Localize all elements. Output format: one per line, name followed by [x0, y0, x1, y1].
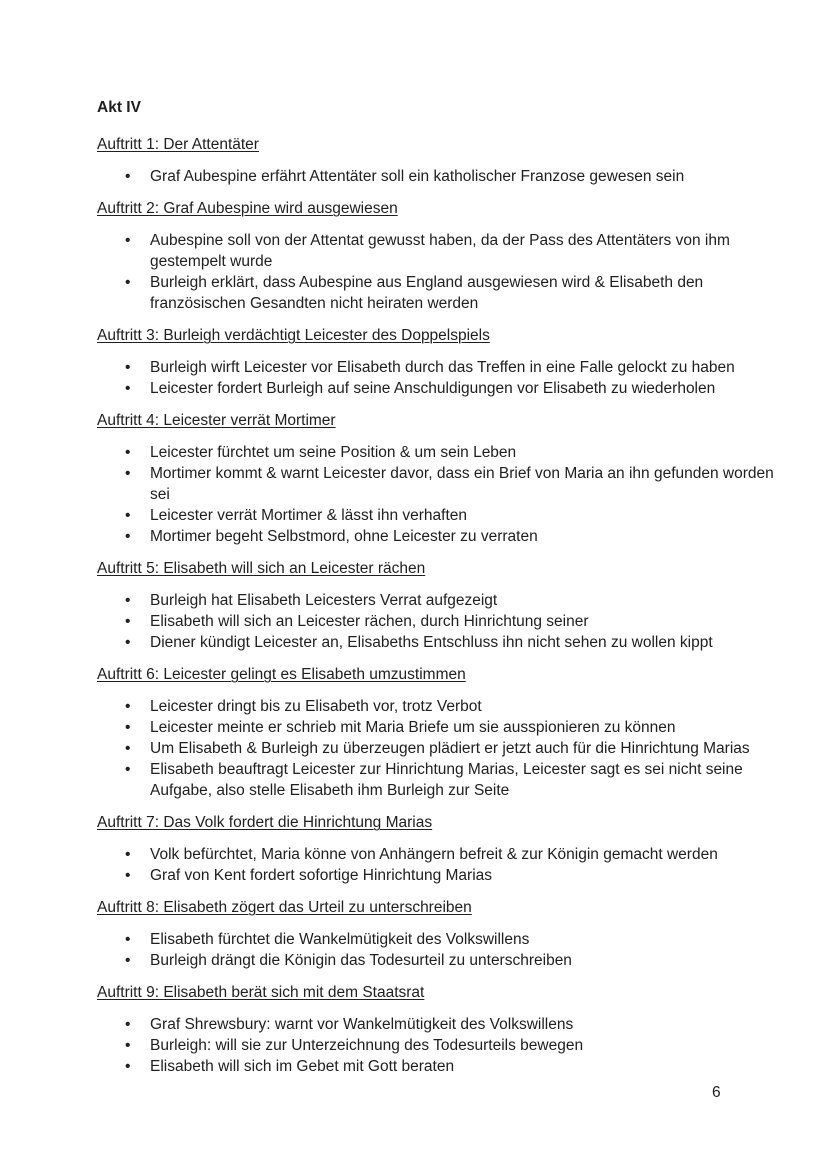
bullet-item: • Aubespine soll von der Attentat gewusst haben, da der Pass des Attentäters von ihm gestempelt wurde — [97, 230, 791, 272]
bullet-item: • Burleigh wirft Leicester vor Elisabeth durch das Treffen in eine Falle gelockt zu haben — [97, 357, 791, 378]
bullet-item: • Burleigh hat Elisabeth Leicesters Verrat aufgezeigt — [97, 590, 791, 611]
bullet-list — [97, 1014, 791, 1077]
scene-section — [97, 982, 791, 1077]
bullet-item: • Um Elisabeth & Burleigh zu überzeugen plädiert er jetzt auch für die Hinrichtung Marias — [97, 738, 791, 759]
bullet-item: • Volk befürchtet, Maria könne von Anhängern befreit & zur Königin gemacht werden — [97, 844, 791, 865]
page-content — [97, 97, 791, 1077]
scene-heading: Auftritt 1: Der Attentäter — [97, 136, 259, 153]
bullet-item: • Leicester fordert Burleigh auf seine Anschuldigungen vor Elisabeth zu wiederholen — [97, 378, 791, 399]
bullet-item: • Burleigh drängt die Königin das Todesurteil zu unterschreiben — [97, 950, 791, 971]
scene-heading: Auftritt 9: Elisabeth berät sich mit dem Staatsrat — [97, 984, 425, 1001]
bullet-item: • Elisabeth fürchtet die Wankelmütigkeit des Volkswillens — [97, 929, 791, 950]
scene-section — [97, 198, 791, 314]
bullet-item: • Leicester verrät Mortimer & lässt ihn verhaften — [97, 505, 791, 526]
bullet-list — [97, 442, 791, 547]
scene-heading: Auftritt 3: Burleigh verdächtigt Leicester des Doppelspiels — [97, 327, 490, 344]
bullet-item: • Graf von Kent fordert sofortige Hinrichtung Marias — [97, 865, 791, 886]
scene-heading: Auftritt 7: Das Volk fordert die Hinrichtung Marias — [97, 814, 433, 831]
scene-section — [97, 558, 791, 653]
bullet-list — [97, 230, 791, 314]
bullet-item: • Mortimer kommt & warnt Leicester davor, dass ein Brief von Maria an ihn gefunden worden sei — [97, 463, 791, 505]
bullet-item: • Graf Shrewsbury: warnt vor Wankelmütigkeit des Volkswillens — [97, 1014, 791, 1035]
bullet-item: • Burleigh erklärt, dass Aubespine aus England ausgewiesen wird & Elisabeth den französischen Gesandten nicht heiraten werden — [97, 272, 791, 314]
sections — [97, 134, 791, 1077]
bullet-item: • Leicester dringt bis zu Elisabeth vor, trotz Verbot — [97, 696, 791, 717]
bullet-item: • Elisabeth will sich im Gebet mit Gott beraten — [97, 1056, 791, 1077]
bullet-list — [97, 844, 791, 886]
scene-heading: Auftritt 2: Graf Aubespine wird ausgewiesen — [97, 200, 398, 217]
bullet-list — [97, 166, 791, 187]
scene-heading: Auftritt 5: Elisabeth will sich an Leicester rächen — [97, 560, 426, 577]
bullet-list — [97, 590, 791, 653]
scene-section — [97, 664, 791, 801]
scene-section — [97, 325, 791, 399]
bullet-item: • Leicester meinte er schrieb mit Maria Briefe um sie ausspionieren zu können — [97, 717, 791, 738]
bullet-list — [97, 357, 791, 399]
bullet-item: • Leicester fürchtet um seine Position & um sein Leben — [97, 442, 791, 463]
scene-section — [97, 897, 791, 971]
scene-heading: Auftritt 6: Leicester gelingt es Elisabeth umzustimmen — [97, 666, 466, 683]
bullet-item: • Elisabeth beauftragt Leicester zur Hinrichtung Marias, Leicester sagt es sei nicht seine Aufgabe, also stelle Elisabeth ihm Burleigh zur Seite — [97, 759, 791, 801]
bullet-item: • Elisabeth will sich an Leicester rächen, durch Hinrichtung seiner — [97, 611, 791, 632]
scene-heading: Auftritt 4: Leicester verrät Mortimer — [97, 412, 336, 429]
bullet-item: • Mortimer begeht Selbstmord, ohne Leicester zu verraten — [97, 526, 791, 547]
scene-section — [97, 410, 791, 547]
act-title: Akt IV — [97, 99, 141, 116]
scene-section — [97, 812, 791, 886]
scene-section — [97, 134, 791, 187]
bullet-item: • Burleigh: will sie zur Unterzeichnung des Todesurteils bewegen — [97, 1035, 791, 1056]
bullet-item: • Graf Aubespine erfährt Attentäter soll ein katholischer Franzose gewesen sein — [97, 166, 791, 187]
bullet-list — [97, 929, 791, 971]
bullet-item: • Diener kündigt Leicester an, Elisabeths Entschluss ihn nicht sehen zu wollen kippt — [97, 632, 791, 653]
bullet-list — [97, 696, 791, 801]
scene-heading: Auftritt 8: Elisabeth zögert das Urteil zu unterschreiben — [97, 899, 472, 916]
page-number: 6 — [712, 1084, 721, 1101]
